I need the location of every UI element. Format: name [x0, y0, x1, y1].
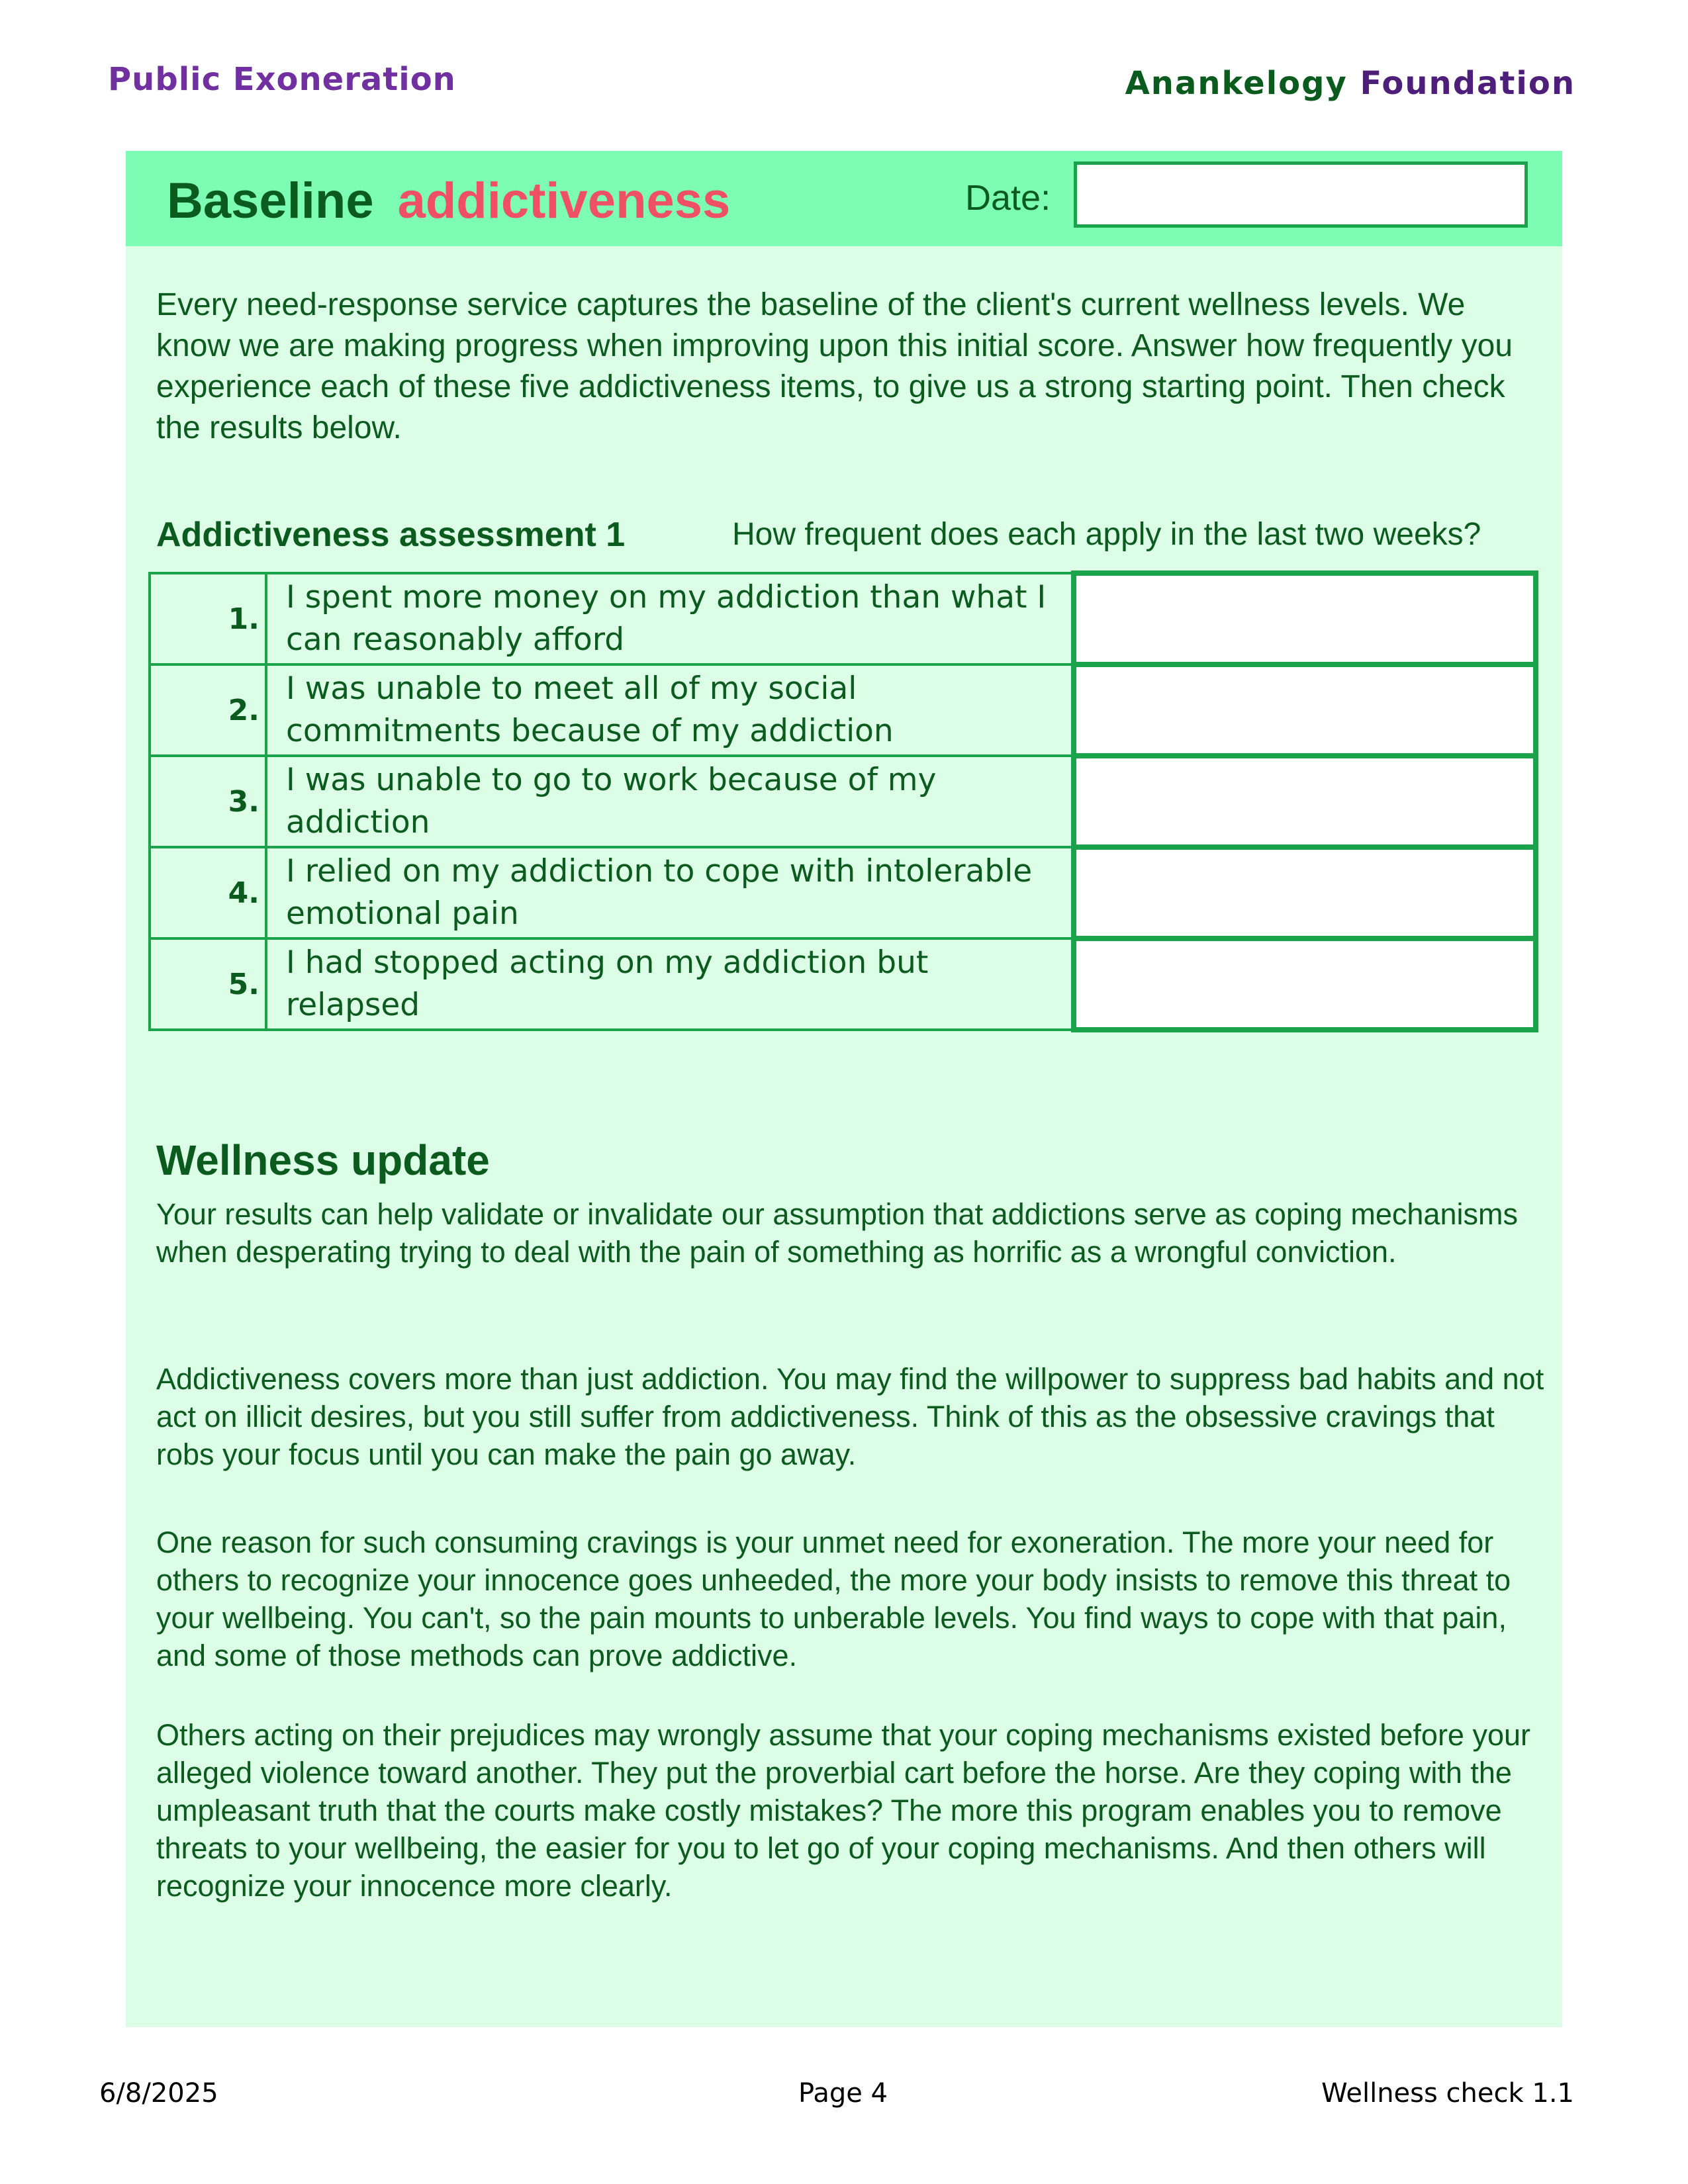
wellness-paragraph: Your results can help validate or invalidate our assumption that addictions serve as coping mechanisms when desperating trying to deal with the pain of something as horrific as a wrongful conviction.: [156, 1197, 1518, 1269]
header-organization: [1125, 65, 1575, 102]
intro-paragraph: Every need-response service captures the baseline of the client's current wellness levels. We know we are making progress when improving upon this initial score. Answer how frequently you experience each of these five addictiveness items, to give us a strong starting point. Then check the results below.: [156, 287, 1513, 445]
wellness-paragraph: Others acting on their prejudices may wrongly assume that your coping mechanisms existed before your alleged violence toward another. They put the proverbial cart before the horse. Are they coping with the umpleasant truth that the courts make costly mistakes? The more this program enables you to remove threats to your wellbeing, the easier for you to let go of your coping mechanisms. And then others will recognize your innocence more clearly.: [156, 1718, 1530, 1903]
wellness-paragraph: Addictiveness covers more than just addiction. You may find the willpower to suppress bad habits and not act on illicit desires, but you still suffer from addictiveness. Think of this as the obsessive cravings that robs your focus until you can make the pain go away.: [156, 1362, 1544, 1471]
table-row: [150, 756, 1536, 847]
item-text: I was unable to go to work because of my addiction: [266, 756, 1074, 847]
table-row: [150, 938, 1536, 1030]
item-text: I relied on my addiction to cope with intolerable emotional pain: [266, 847, 1074, 938]
table-row: [150, 664, 1536, 756]
item-text: I was unable to meet all of my social commitments because of my addiction: [266, 664, 1074, 756]
header-left-title: Public Exoneration: [108, 61, 456, 98]
answer-field[interactable]: [1074, 756, 1536, 847]
table-row: [150, 847, 1536, 938]
assessment-title: Addictiveness assessment 1: [156, 516, 626, 554]
table-row: [150, 573, 1536, 664]
assessment-table: [148, 570, 1538, 1032]
item-text: I had stopped acting on my addiction but relapsed: [266, 938, 1074, 1030]
item-text: I spent more money on my addiction than what I can reasonably afford: [266, 573, 1074, 664]
page-title: [167, 172, 730, 230]
footer-date: 6/8/2025: [99, 2078, 218, 2109]
answer-field[interactable]: [1074, 847, 1536, 938]
item-number: 3.: [150, 756, 266, 847]
item-number: 4.: [150, 847, 266, 938]
date-field[interactable]: [1074, 161, 1528, 228]
item-number: 2.: [150, 664, 266, 756]
answer-field[interactable]: [1074, 664, 1536, 756]
item-number: 1.: [150, 573, 266, 664]
answer-field[interactable]: [1074, 938, 1536, 1030]
answer-field[interactable]: [1074, 573, 1536, 664]
item-number: 5.: [150, 938, 266, 1030]
footer-page-number: Page 4: [798, 2078, 888, 2109]
wellness-heading: Wellness update: [156, 1136, 490, 1184]
footer-version: Wellness check 1.1: [1321, 2078, 1574, 2109]
page-title-word1: Baseline: [167, 173, 374, 229]
header-org-word1: Anankelogy: [1125, 65, 1348, 102]
page-title-word2: addictiveness: [397, 173, 731, 229]
date-label: Date:: [965, 178, 1051, 218]
wellness-paragraph: One reason for such consuming cravings is your unmet need for exoneration. The more your need for others to recognize your innocence goes unheeded, the more your body insists to remove this threat to your wellbeing. You can't, so the pain mounts to unberable levels. You find ways to cope with that pain, and some of those methods can prove addictive.: [156, 1525, 1511, 1672]
assessment-question: How frequent does each apply in the last two weeks?: [732, 517, 1481, 552]
header-org-word2: Foundation: [1360, 65, 1575, 102]
